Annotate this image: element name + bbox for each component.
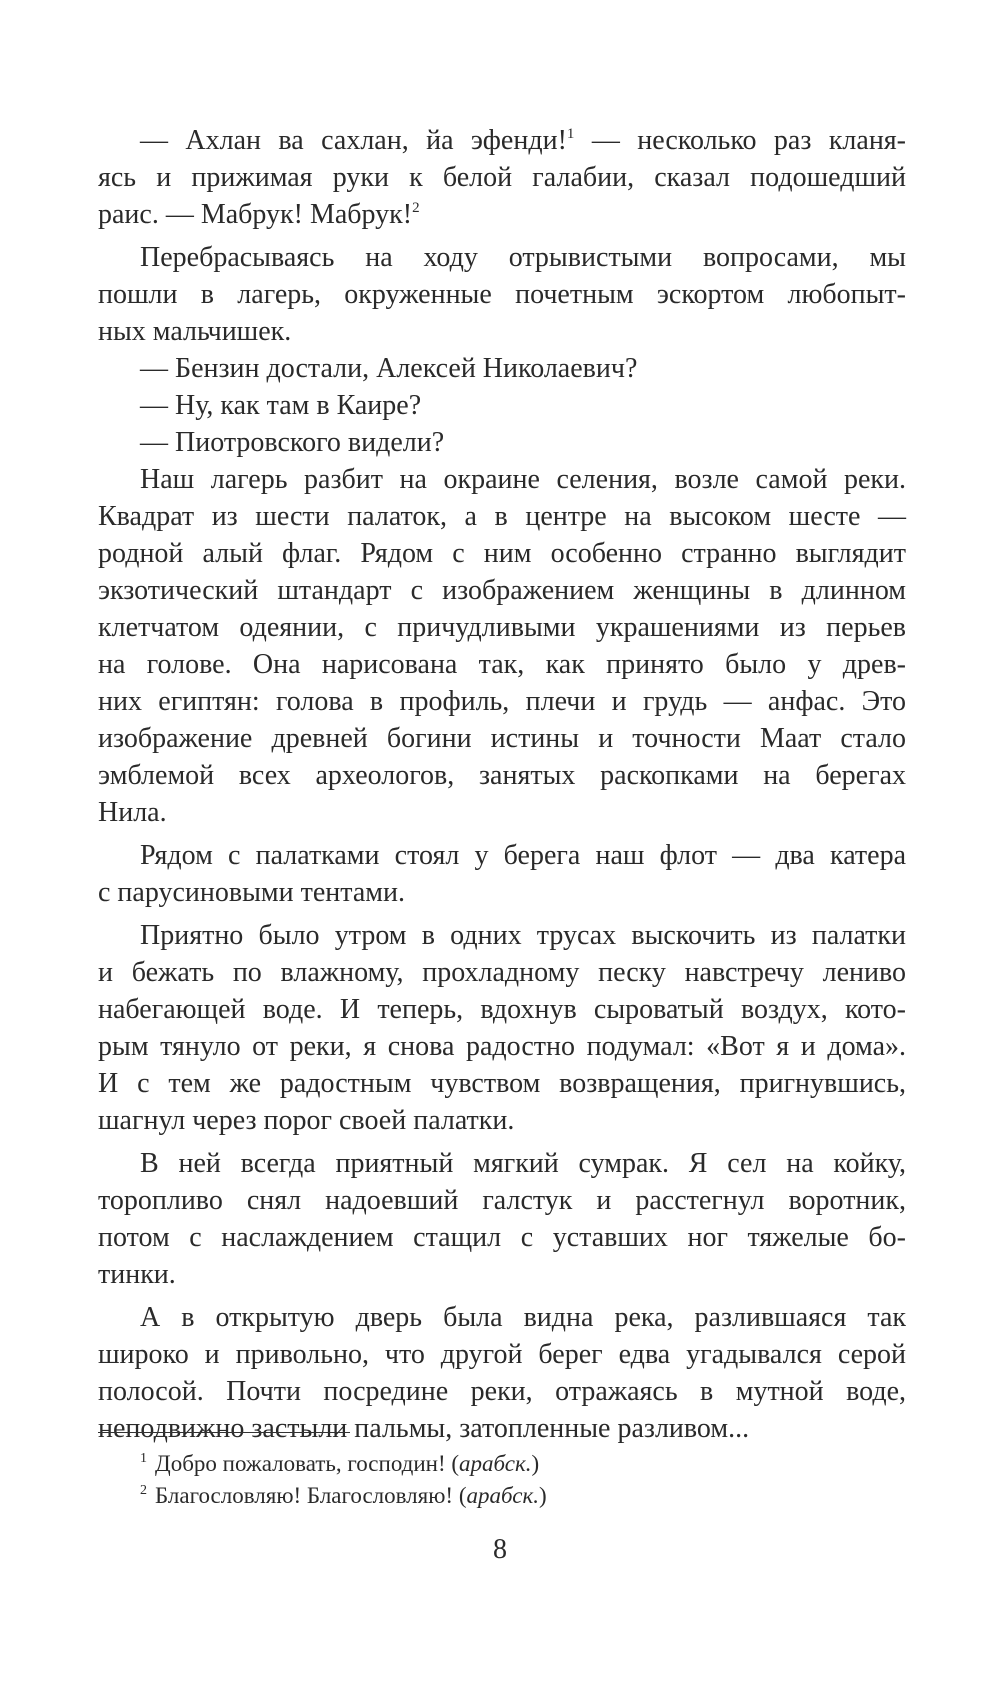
text-line: на голове. Она нарисована так, как принято было у древ- (98, 649, 906, 680)
text-line: раис. — Мабрук! Мабрук!$^2$ (98, 199, 420, 230)
text-line: — Бензин достали, Алексей Николаевич? (140, 353, 638, 384)
text-line: них египтян: голова в профиль, плечи и грудь — анфас. Это (98, 686, 906, 717)
text-line: ных мальчишек. (98, 316, 292, 347)
text-line: рым тянуло от реки, я снова радостно подумал: «Вот я и дома». (98, 1031, 906, 1062)
text-line: Квадрат из шести палаток, а в центре на высоком шесте — (98, 501, 906, 532)
footnote-2: $^2$ Благословляю! Благословляю! (арабск.) (140, 1483, 547, 1508)
text-line: тинки. (98, 1259, 176, 1290)
text-line: набегающей воде. И теперь, вдохнув сыроватый воздух, кото- (98, 994, 906, 1025)
text-line: — Ахлан ва сахлан, йа эфенди!$^1$ — несколько раз кланя- (140, 125, 907, 156)
text-line: с парусиновыми тентами. (98, 877, 405, 908)
text-line: торопливо снял надоевший галстук и расстегнул воротник, (98, 1185, 906, 1216)
text-line: Наш лагерь разбит на окраине селения, возле самой реки. (140, 464, 906, 495)
text-line: — Ну, как там в Каире? (140, 390, 422, 421)
footnote-divider (98, 1432, 350, 1433)
footnote-ref-2: 2 (412, 200, 420, 216)
text-line: Рядом с палатками стоял у берега наш флот — два катера (140, 840, 906, 871)
text-line: шагнул через порог своей палатки. (98, 1105, 515, 1136)
text-line: потом с наслаждением стащил с уставших ног тяжелые бо- (98, 1222, 906, 1253)
text-line: клетчатом одеянии, с причудливыми украшениями из перьев (98, 612, 906, 643)
footnote-ref-1: 1 (566, 126, 575, 142)
text-line: Перебрасываясь на ходу отрывистыми вопросами, мы (140, 242, 906, 273)
text-line: экзотический штандарт с изображением женщины в длинном (98, 575, 906, 606)
text-line: изображение древней богини истины и точности Маат стало (98, 723, 906, 754)
text-line: ясь и прижимая руки к белой галабии, сказал подошедший (98, 162, 906, 193)
text-line: В ней всегда приятный мягкий сумрак. Я сел на койку, (140, 1148, 906, 1179)
text-line: пошли в лагерь, окруженные почетным эскортом любопыт- (98, 279, 906, 310)
text-line: эмблемой всех археологов, занятых раскопками на берегах (98, 760, 906, 791)
footnote-mark: 2 (140, 1483, 147, 1498)
text-line: Нила. (98, 797, 167, 828)
text-line: Приятно было утром в одних трусах выскочить из палатки (140, 920, 906, 951)
footnotes (140, 1448, 900, 1512)
text-line: неподвижно застыли пальмы, затопленные разливом... (98, 1413, 750, 1444)
main-text (98, 122, 906, 1447)
text-line: полосой. Почти посредине реки, отражаясь в мутной воде, (98, 1376, 906, 1407)
footnote-mark: 1 (140, 1451, 147, 1466)
text-line: — Пиотровского видели? (140, 427, 445, 458)
text-line: А в открытую дверь была видна река, разлившаяся так (140, 1302, 906, 1333)
text-line: И с тем же радостным чувством возвращения, пригнувшись, (98, 1068, 906, 1099)
page-number: 8 (493, 1534, 507, 1565)
footnote-1: $^1$ Добро пожаловать, господин! (арабск.) (140, 1451, 540, 1476)
text-line: широко и привольно, что другой берег едва угадывался серой (98, 1339, 906, 1370)
text-line: родной алый флаг. Рядом с ним особенно странно выглядит (98, 538, 906, 569)
text-line: и бежать по влажному, прохладному песку навстречу лениво (98, 957, 906, 988)
